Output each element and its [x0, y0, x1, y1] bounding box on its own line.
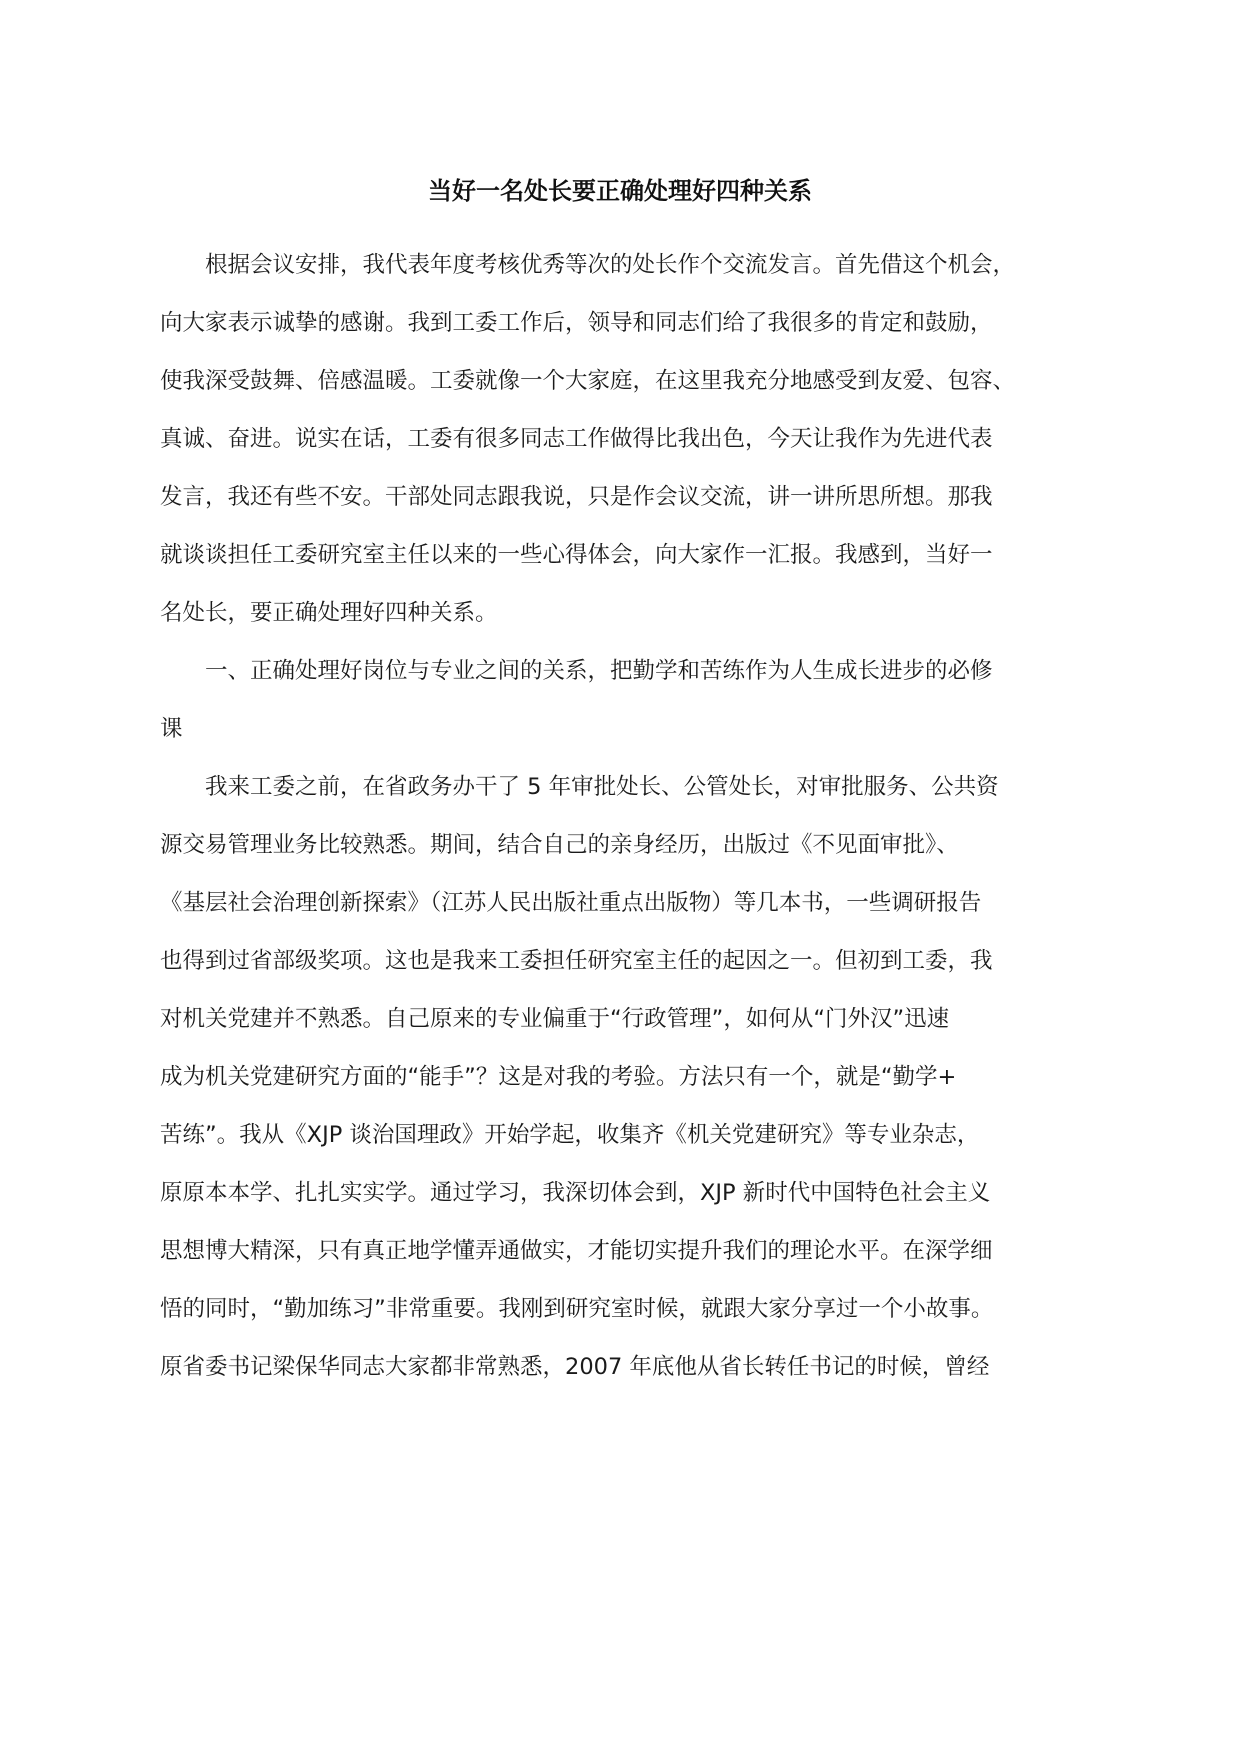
- text-line: 思想博大精深，只有真正地学懂弄通做实，才能切实提升我们的理论水平。在深学细: [160, 1238, 993, 1264]
- section-heading-line: 课: [160, 716, 183, 742]
- text-line: 成为机关党建研究方面的“能手”？这是对我的考验。方法只有一个，就是“勤学+: [160, 1064, 957, 1090]
- section-heading-line: 一、正确处理好岗位与专业之间的关系，把勤学和苦练作为人生成长进步的必修: [160, 658, 993, 684]
- text-line: 真诚、奋进。说实在话，工委有很多同志工作做得比我出色，今天让我作为先进代表: [160, 426, 993, 452]
- text-line: 苦练”。我从《XJP 谈治国理政》开始学起，收集齐《机关党建研究》等专业杂志，: [160, 1122, 980, 1148]
- text-line: 《基层社会治理创新探索》（江苏人民出版社重点出版物）等几本书，一些调研报告: [160, 890, 982, 916]
- text-line: 根据会议安排，我代表年度考核优秀等次的处长作个交流发言。首先借这个机会，: [160, 252, 1016, 278]
- text-line: 原省委书记梁保华同志大家都非常熟悉，2007 年底他从省长转任书记的时候，曾经: [160, 1354, 990, 1380]
- document-title: 当好一名处长要正确处理好四种关系: [428, 177, 812, 205]
- text-line: 原原本本学、扎扎实实学。通过学习，我深切体会到，XJP 新时代中国特色社会主义: [160, 1180, 991, 1206]
- text-line: 悟的同时，“勤加练习”非常重要。我刚到研究室时候，就跟大家分享过一个小故事。: [160, 1296, 994, 1322]
- text-line: 源交易管理业务比较熟悉。期间，结合自己的亲身经历，出版过《不见面审批》、: [160, 832, 959, 858]
- text-line: 对机关党建并不熟悉。自己原来的专业偏重于“行政管理”，如何从“门外汉”迅速: [160, 1006, 950, 1032]
- text-line: 使我深受鼓舞、倍感温暖。工委就像一个大家庭，在这里我充分地感受到友爱、包容、: [160, 368, 1016, 394]
- text-line: 向大家表示诚挚的感谢。我到工委工作后，领导和同志们给了我很多的肯定和鼓励，: [160, 310, 993, 336]
- text-line: 我来工委之前，在省政务办干了 5 年审批处长、公管处长，对审批服务、公共资: [160, 774, 999, 800]
- text-line: 就谈谈担任工委研究室主任以来的一些心得体会，向大家作一汇报。我感到，当好一: [160, 542, 993, 568]
- text-line: 发言，我还有些不安。干部处同志跟我说，只是作会议交流，讲一讲所思所想。那我: [160, 484, 993, 510]
- text-line: 也得到过省部级奖项。这也是我来工委担任研究室主任的起因之一。但初到工委，我: [160, 948, 993, 974]
- text-line: 名处长，要正确处理好四种关系。: [160, 600, 498, 626]
